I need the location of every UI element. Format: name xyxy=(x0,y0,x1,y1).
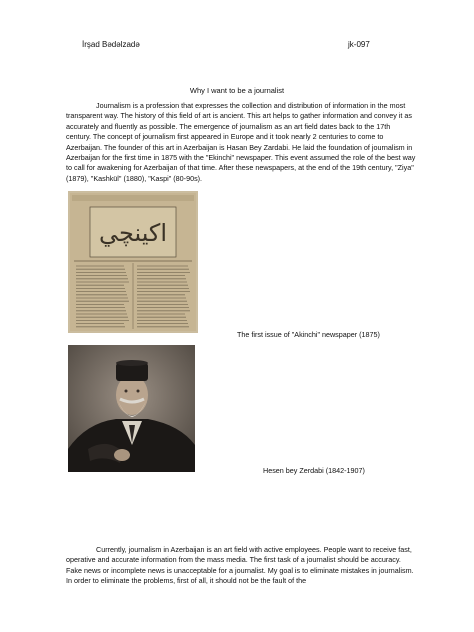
newspaper-masthead: اكينچي xyxy=(98,219,168,247)
intro-paragraph xyxy=(66,101,416,184)
figure2-caption: Hesen bey Zerdabi (1842-1907) xyxy=(263,466,365,475)
figure1-caption: The first issue of "Akinchi" newspaper (1875) xyxy=(237,330,380,339)
intro-paragraph-text: Journalism is a profession that expresses the collection and distribution of information in the most transparent way. The history of this field of art is ancient. This art helps to gather information and convey it as accurately and fluently as possible. The emergence of journalism as an art field dates back to the 17th century. The concept of journalism first appeared in Europe and it took nearly 2 centuries to come to Azerbaijan. The founder of this art in Azerbaijan is Hasan Bey Zardabi. He laid the foundation of journalism in Azerbaijan for the first time in 1875 with the "Ekinchi" newspaper. This event assumed the role of the best way to call for awakening for Azerbaijan of that time. After these newspapers, at the end of the 19th century, "Ziya" (1879), "Kashkül" (1880), "Kaspi" (80-90s). xyxy=(66,101,416,183)
akinchi-newspaper-image xyxy=(68,191,198,333)
author-name: İrşad Bədəlzadə xyxy=(82,40,140,49)
zardabi-portrait-photo xyxy=(68,345,195,472)
current-state-paragraph-text: Currently, journalism in Azerbaijan is an art field with active employees. People want to receive fast, operative and accurate information from the mass media. The first task of a journalist should be accuracy. Fake news or incomplete news is unacceptable for a journalist. My goal is to eliminate mistakes in journalism. In order to eliminate the problems, first of all, it should not be the fault of the xyxy=(66,545,414,586)
document-code: jk-097 xyxy=(348,40,370,49)
current-state-paragraph xyxy=(66,545,416,587)
document-title: Why I want to be a journalist xyxy=(189,86,285,95)
